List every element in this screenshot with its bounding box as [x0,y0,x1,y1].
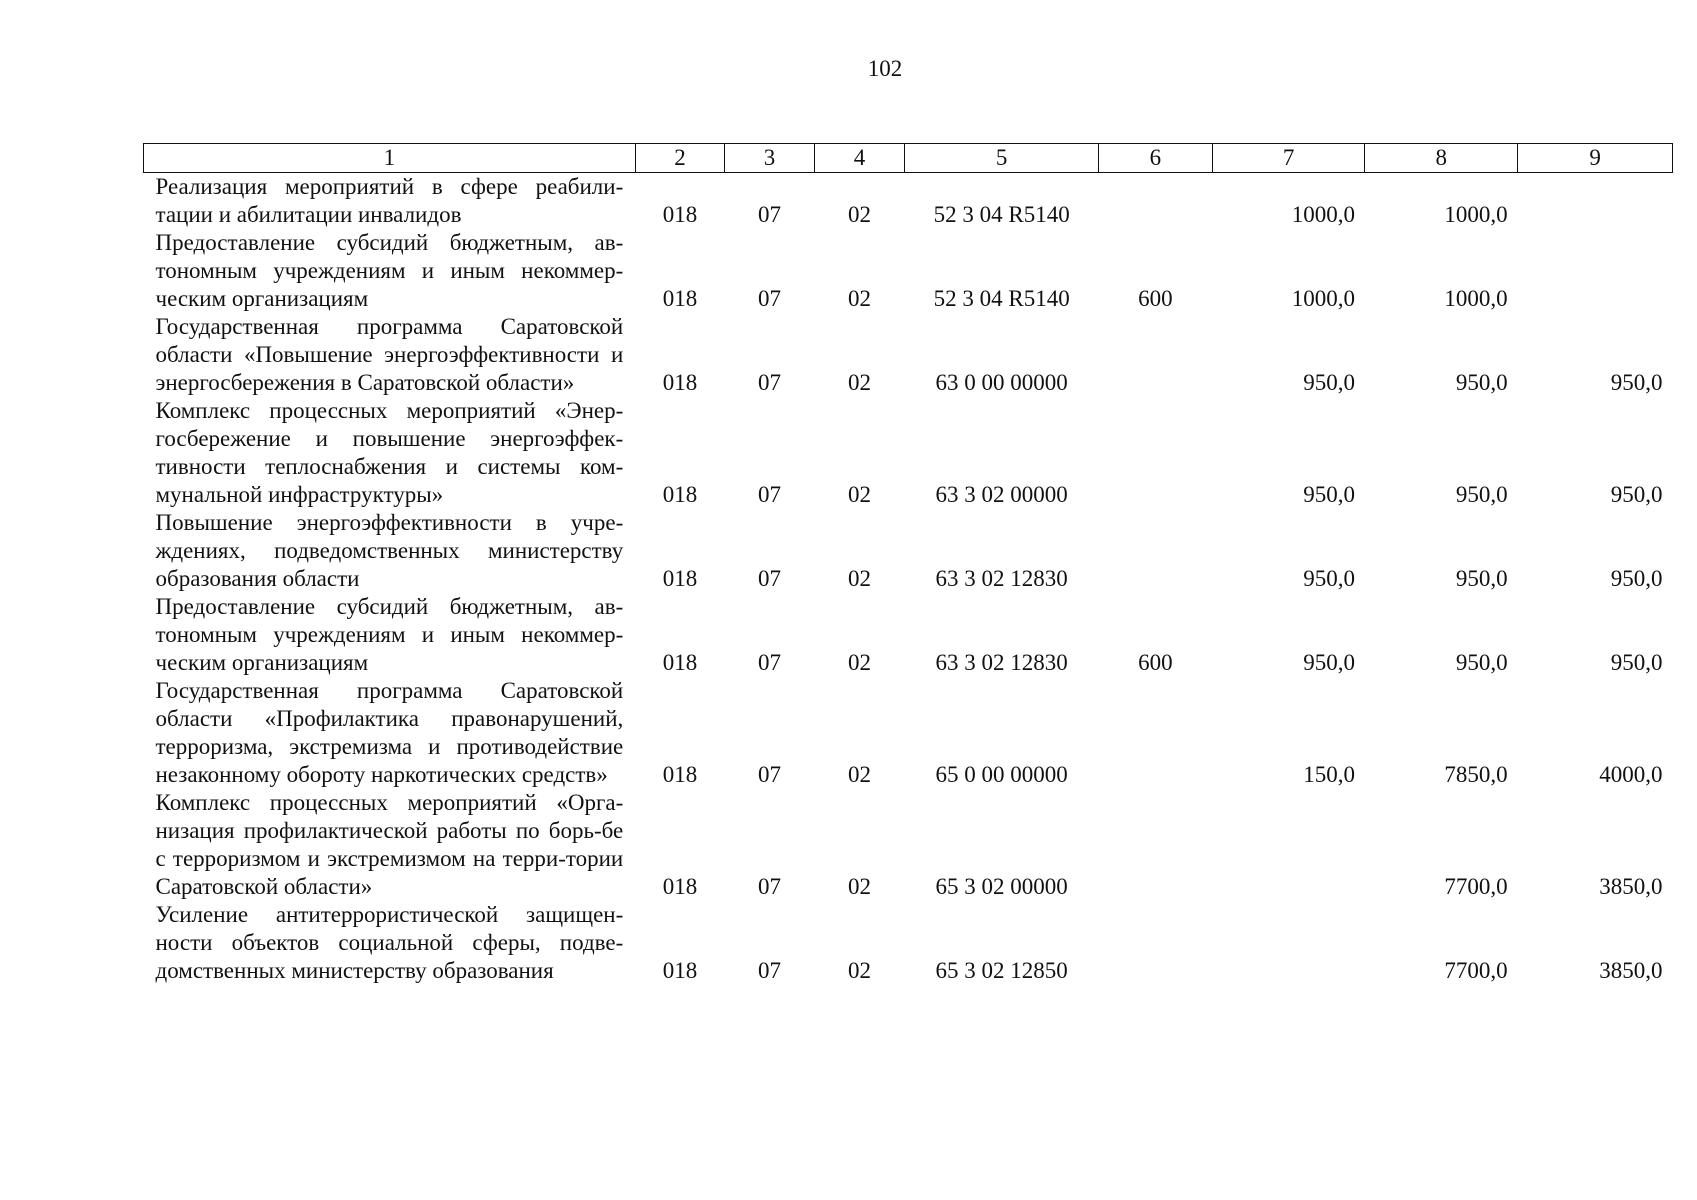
row-value-7: 1000,0 [1291,202,1355,227]
table-row [144,901,1673,985]
row-value-8: 7700,0 [1444,958,1508,983]
row-value-7: 950,0 [1303,370,1355,395]
table-row [144,593,1673,677]
row-name: Повышение энергоэффективности в учре-ждениях, подведомственных министерству образования области [155,510,624,591]
table-row [144,313,1673,397]
row-ministry-code: 018 [662,762,698,787]
row-target-code: 63 3 02 12830 [935,566,1068,591]
row-value-8: 950,0 [1455,650,1508,675]
row-value-7 [1212,901,1365,985]
row-section: 07 [758,370,781,395]
row-value-8: 950,0 [1455,566,1508,591]
row-value-9 [1518,229,1673,313]
row-ministry-code: 018 [662,958,698,983]
table-row [144,397,1673,509]
row-target-code: 63 0 00 00000 [935,370,1068,395]
row-value-8: 1000,0 [1444,286,1508,311]
row-ministry-code: 018 [662,370,698,395]
row-target-code: 65 3 02 12850 [935,958,1068,983]
row-value-9: 3850,0 [1599,874,1663,899]
table-row [144,229,1673,313]
row-subsection: 02 [848,202,872,227]
row-subsection: 02 [848,874,872,899]
row-expense-type [1099,173,1213,230]
row-value-8: 950,0 [1455,370,1508,395]
row-section: 07 [758,762,781,787]
row-expense-type [1099,901,1213,985]
row-section: 07 [758,958,781,983]
row-value-9: 950,0 [1610,482,1663,507]
row-subsection: 02 [848,762,872,787]
header-cell-3: 3 [725,144,815,173]
table-row [144,789,1673,901]
row-value-8: 7850,0 [1444,762,1508,787]
row-value-7: 950,0 [1303,482,1355,507]
row-name: Комплекс процессных мероприятий «Энер-госбережение и повышение энергоэффек-тивности теплоснабжения и системы ком-мунальной инфраструктуры» [155,398,624,507]
row-section: 07 [758,650,781,675]
row-ministry-code: 018 [662,874,698,899]
header-cell-1: 1 [144,144,636,173]
row-subsection: 02 [848,370,872,395]
row-target-code: 63 3 02 12830 [935,650,1068,675]
row-section: 07 [758,874,781,899]
table-row [144,677,1673,789]
header-cell-6: 6 [1099,144,1213,173]
row-target-code: 63 3 02 00000 [935,482,1068,507]
row-value-8: 1000,0 [1444,202,1508,227]
row-subsection: 02 [848,286,872,311]
row-value-9: 950,0 [1610,566,1663,591]
row-value-9: 950,0 [1610,370,1663,395]
row-value-7: 1000,0 [1291,286,1355,311]
row-name: Предоставление субсидий бюджетным, ав-тономным учреждениям и иным некоммер-ческим организациям [155,594,624,675]
row-expense-type [1099,789,1213,901]
row-target-code: 65 3 02 00000 [935,874,1068,899]
budget-table [143,143,1673,985]
row-ministry-code: 018 [662,650,698,675]
row-target-code: 52 3 04 R5140 [933,202,1070,227]
row-value-7: 150,0 [1303,762,1355,787]
row-section: 07 [758,286,781,311]
row-ministry-code: 018 [662,202,698,227]
row-name: Государственная программа Саратовской области «Профилактика правонарушений, терроризма, экстремизма и противодействие незаконному обороту наркотических средств» [155,678,624,787]
row-value-9: 4000,0 [1599,762,1663,787]
row-value-8: 7700,0 [1444,874,1508,899]
header-row [144,144,1673,173]
row-name: Государственная программа Саратовской области «Повышение энергоэффективности и энергосбережения в Саратовской области» [155,314,624,395]
row-value-9: 3850,0 [1599,958,1663,983]
row-ministry-code: 018 [662,566,698,591]
row-expense-type [1099,677,1213,789]
row-value-9: 950,0 [1610,650,1663,675]
row-name: Комплекс процессных мероприятий «Орга-низация профилактической работы по борь-бе с терроризмом и экстремизмом на терри-тории Саратовской области» [155,790,624,899]
row-ministry-code: 018 [662,286,698,311]
row-name: Предоставление субсидий бюджетным, ав-тономным учреждениям и иным некоммер-ческим организациям [155,230,624,311]
header-cell-2: 2 [635,144,725,173]
row-value-9 [1518,173,1673,230]
row-name: Реализация мероприятий в сфере реабили-тации и абилитации инвалидов [155,174,624,227]
table-row [144,173,1673,230]
row-target-code: 65 0 00 00000 [935,762,1068,787]
header-cell-8: 8 [1365,144,1518,173]
row-subsection: 02 [848,482,872,507]
row-expense-type [1099,313,1213,397]
row-value-7 [1212,789,1365,901]
header-cell-4: 4 [814,144,905,173]
table-row [144,509,1673,593]
row-section: 07 [758,566,781,591]
row-target-code: 52 3 04 R5140 [933,286,1070,311]
row-section: 07 [758,482,781,507]
header-cell-5: 5 [905,144,1099,173]
row-subsection: 02 [848,958,872,983]
row-expense-type [1099,397,1213,509]
row-name: Усиление антитеррористической защищен-ности объектов социальной сферы, подве-домственных министерству образования [155,902,624,983]
row-subsection: 02 [848,566,872,591]
row-expense-type [1099,509,1213,593]
row-section: 07 [758,202,781,227]
row-expense-type: 600 [1138,650,1173,675]
page-number: 102 [867,56,903,81]
row-ministry-code: 018 [662,482,698,507]
row-value-8: 950,0 [1455,482,1508,507]
row-value-7: 950,0 [1303,650,1355,675]
header-cell-9: 9 [1518,144,1673,173]
header-cell-7: 7 [1212,144,1365,173]
row-value-7: 950,0 [1303,566,1355,591]
row-expense-type: 600 [1138,286,1173,311]
row-subsection: 02 [848,650,872,675]
